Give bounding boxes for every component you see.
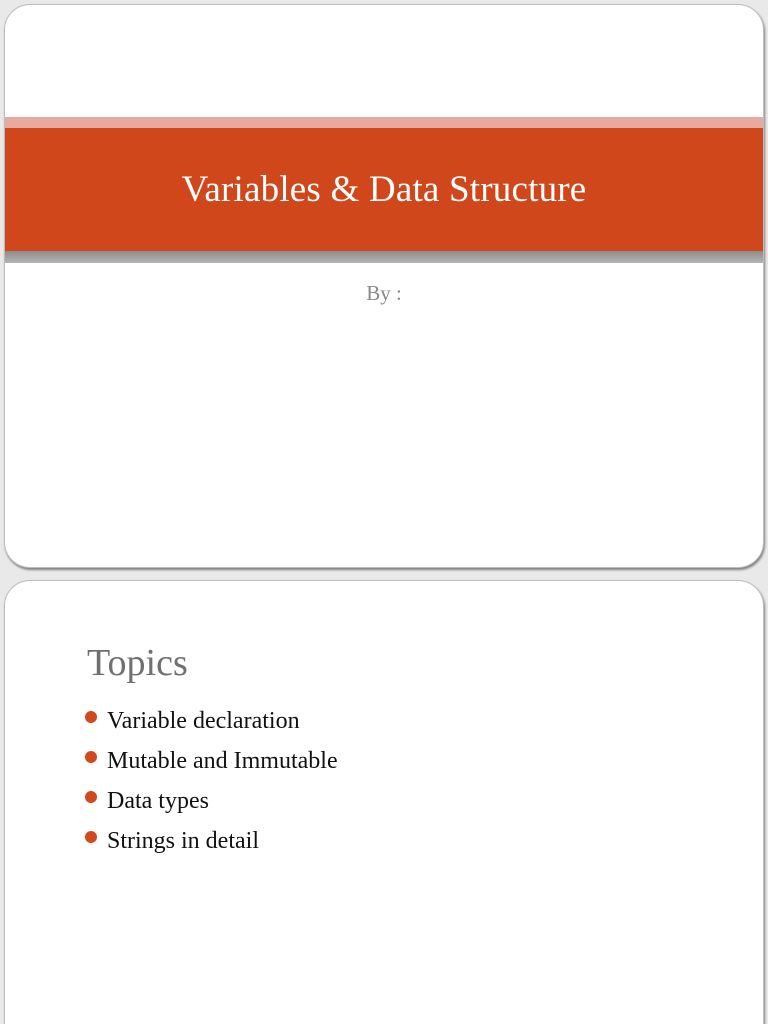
- list-item: [85, 781, 338, 821]
- topic-list: [85, 701, 338, 861]
- title-band: [5, 128, 763, 251]
- bullet-icon: [85, 711, 97, 723]
- bullet-icon: [85, 751, 97, 763]
- list-item-label: Strings in detail: [107, 827, 259, 854]
- title-slide[interactable]: [4, 4, 764, 568]
- slide-title: Variables & Data Structure: [181, 169, 587, 210]
- title-band-highlight: [5, 117, 763, 128]
- title-band-shadow: [5, 251, 763, 263]
- topics-heading: Topics: [87, 642, 188, 684]
- list-item-label: Variable declaration: [107, 707, 300, 734]
- list-item-label: Mutable and Immutable: [107, 747, 338, 774]
- list-item: [85, 821, 338, 861]
- bullet-icon: [85, 831, 97, 843]
- list-item-label: Data types: [107, 787, 209, 814]
- list-item: [85, 701, 338, 741]
- list-item: [85, 741, 338, 781]
- bullet-icon: [85, 791, 97, 803]
- slide-subtitle: By :: [366, 281, 402, 305]
- topics-slide[interactable]: [4, 580, 764, 1024]
